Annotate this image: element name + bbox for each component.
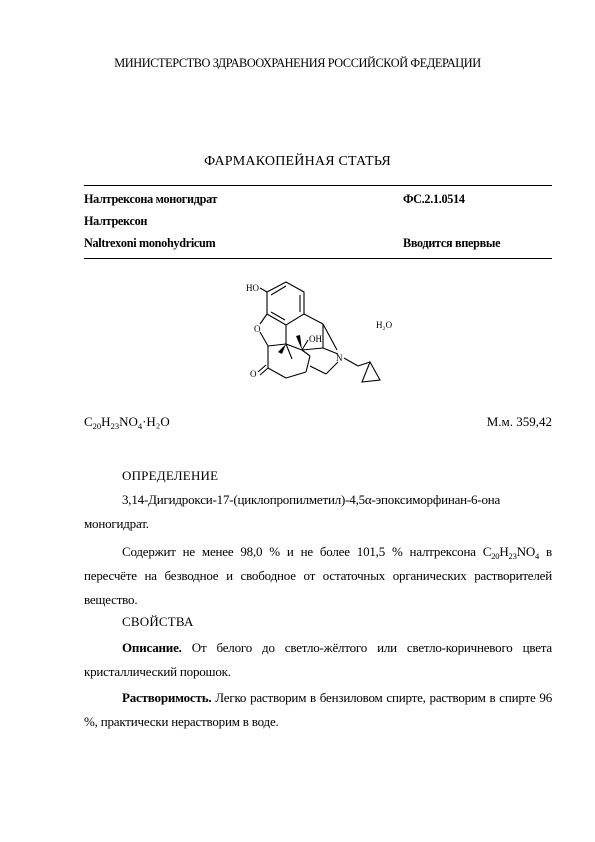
article-type-title: ФАРМАКОПЕЙНАЯ СТАТЬЯ bbox=[204, 154, 391, 169]
definition-paragraph-2: Содержит не менее 98,0 % и не более 101,5 % налтрексона $C_{20}H_{23}NO_4$ в пересчёте на безводное и свободное от остаточных органических растворителей вещество. bbox=[84, 544, 552, 607]
structure-label-oh: OH bbox=[309, 334, 322, 344]
monograph-code: ФС.2.1.0514 bbox=[403, 192, 465, 206]
solubility-paragraph: Растворимость. Легко растворим в бензиловом спирте, растворим в спирте 96 %, практически нерастворим в воде. bbox=[84, 690, 552, 729]
monograph-status: Вводится впервые bbox=[403, 236, 501, 250]
header-rule-top bbox=[84, 185, 552, 186]
structure-label-ketone-o: O bbox=[250, 369, 257, 379]
monograph-name-ru: Налтрексона моногидрат bbox=[84, 192, 218, 206]
header-rule-bottom bbox=[84, 258, 552, 259]
molecular-formula: $C_{20}H_{23}NO_4\cdot H_2O$ bbox=[84, 414, 170, 431]
monograph-synonym-ru: Налтрексон bbox=[84, 214, 148, 228]
section-definition-title: ОПРЕДЕЛЕНИЕ bbox=[122, 468, 219, 483]
ministry-title: МИНИСТЕРСТВО ЗДРАВООХРАНЕНИЯ РОССИЙСКОЙ ФЕДЕРАЦИИ bbox=[114, 56, 481, 70]
molar-mass: М.м. 359,42 bbox=[486, 414, 552, 429]
naltrexone-structure-diagram bbox=[230, 272, 420, 402]
structure-label-n: N bbox=[336, 353, 343, 363]
section-properties-title: СВОЙСТВА bbox=[122, 614, 194, 629]
description-paragraph: Описание. От белого до светло-жёлтого или светло-коричневого цвета кристаллический порошок. bbox=[84, 640, 552, 679]
structure-label-h2o: H₂O bbox=[376, 320, 393, 330]
structure-label-ho: HO bbox=[246, 283, 259, 293]
monograph-name-latin: Naltrexoni monohydricum bbox=[84, 236, 216, 250]
structure-label-o: O bbox=[254, 324, 261, 334]
definition-paragraph-1: 3,14-Дигидрокси-17-(циклопропилметил)-4,5α-эпоксиморфинан-6-она моногидрат. bbox=[84, 492, 501, 531]
